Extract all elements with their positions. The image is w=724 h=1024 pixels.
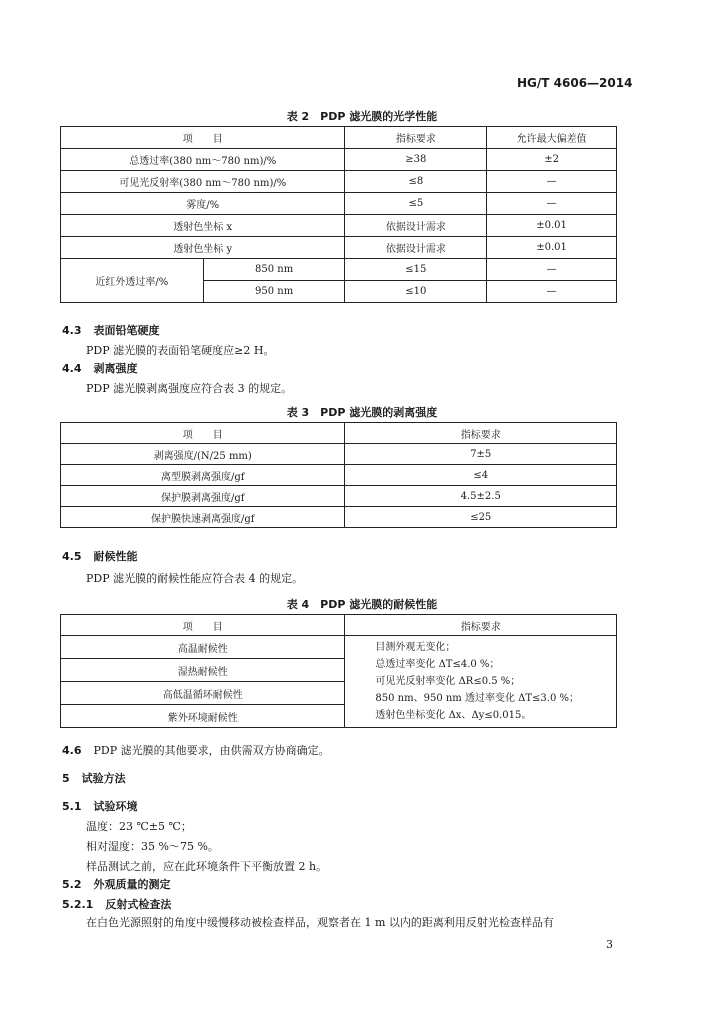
table3-header-req: 指标要求 — [345, 423, 617, 444]
table2-header-req: 指标要求 — [345, 127, 487, 149]
table2-req: 依据设计需求 — [345, 215, 487, 237]
table3-caption: 表 3 PDP 滤光膜的剥离强度 — [286, 406, 438, 419]
section-4-6 — [62, 742, 330, 758]
table2 — [60, 126, 617, 303]
table4-header-req: 指标要求 — [345, 615, 617, 636]
table3-item: 剥离强度/(N/25 mm) — [61, 444, 345, 465]
table4-req-line: 目测外观无变化； — [375, 642, 456, 653]
table2-req: ≤10 — [345, 281, 487, 303]
table2-caption: 表 2 PDP 滤光膜的光学性能 — [286, 110, 438, 123]
table3-header-item: 项 目 — [61, 423, 345, 444]
table2-dev: — — [487, 259, 617, 281]
table2-item: 透射色坐标 y — [61, 237, 345, 259]
section-4-3-heading — [62, 322, 172, 338]
table4-header-row — [61, 615, 617, 636]
table4-item: 高低温循环耐候性 — [61, 682, 345, 705]
table-row — [61, 486, 617, 507]
table-row — [61, 465, 617, 486]
table3 — [60, 422, 617, 528]
table-row — [61, 636, 617, 659]
section-5-2-1-heading — [62, 896, 183, 912]
section-5-2-1-text: 在白色光源照射的角度中缓慢移动被检查样品，观察者在 1 m 以内的距离利用反射光检查样品有 — [86, 916, 554, 929]
table3-req: 7±5 — [345, 444, 617, 465]
table2-dev: — — [487, 281, 617, 303]
section-number: 5 — [62, 772, 70, 785]
section-4-5-heading — [62, 548, 150, 564]
table4-item: 高温耐候性 — [61, 636, 345, 659]
table2-item: 总透过率(380 nm～780 nm)/% — [61, 149, 345, 171]
table-row — [61, 215, 617, 237]
table-row — [61, 507, 617, 528]
table-row — [61, 444, 617, 465]
table2-header-item: 项 目 — [61, 127, 345, 149]
table3-item: 离型膜剥离强度/gf — [61, 465, 345, 486]
table2-header-dev: 允许最大偏差值 — [487, 127, 617, 149]
section-5-1-line: 相对湿度：35 %～75 %。 — [86, 840, 219, 853]
section-title: 耐候性能 — [93, 550, 138, 563]
section-5-1-heading — [62, 798, 150, 814]
table3-item: 保护膜快速剥离强度/gf — [61, 507, 345, 528]
table-row — [61, 149, 617, 171]
table4-item: 紫外环境耐候性 — [61, 705, 345, 728]
table2-dev: — — [487, 193, 617, 215]
table3-header-row — [61, 423, 617, 444]
section-title: 剥离强度 — [93, 362, 138, 375]
table3-req: 4.5±2.5 — [345, 486, 617, 507]
section-title: 试验环境 — [93, 800, 138, 813]
table2-req: ≤8 — [345, 171, 487, 193]
table-row — [61, 259, 617, 281]
table2-dev: — — [487, 171, 617, 193]
table2-dev: ±0.01 — [487, 215, 617, 237]
section-5-1-line: 温度：23 ℃±5 ℃； — [86, 820, 192, 833]
section-4-4-text: PDP 滤光膜剥离强度应符合表 3 的规定。 — [86, 382, 293, 395]
section-title: 外观质量的测定 — [93, 878, 171, 891]
table2-item: 透射色坐标 x — [61, 215, 345, 237]
table4-header-item: 项 目 — [61, 615, 345, 636]
section-4-6-text: PDP 滤光膜的其他要求，由供需双方协商确定。 — [93, 744, 330, 757]
section-4-5-text: PDP 滤光膜的耐候性能应符合表 4 的规定。 — [86, 572, 304, 585]
table2-item: 可见光反射率(380 nm～780 nm)/% — [61, 171, 345, 193]
table4 — [60, 614, 617, 728]
section-title: 试验方法 — [81, 772, 126, 785]
table4-req-line: 850 nm、950 nm 透过率变化 ΔT≤3.0 %； — [375, 693, 579, 704]
table4-req-line: 总透过率变化 ΔT≤4.0 %； — [375, 659, 500, 670]
section-number: 4.4 — [62, 362, 82, 375]
table2-req: 依据设计需求 — [345, 237, 487, 259]
section-title: 表面铅笔硬度 — [93, 324, 160, 337]
section-number: 5.2 — [62, 878, 82, 891]
table4-req-line: 透射色坐标变化 Δx、Δy≤0.015。 — [375, 710, 532, 721]
table-row — [61, 193, 617, 215]
table-row — [61, 237, 617, 259]
table2-req: ≤5 — [345, 193, 487, 215]
table3-item: 保护膜剥离强度/gf — [61, 486, 345, 507]
table4-req-line: 可见光反射率变化 ΔR≤0.5 %； — [375, 676, 521, 687]
section-5-heading — [62, 770, 138, 786]
table2-header-row — [61, 127, 617, 149]
table3-req: ≤25 — [345, 507, 617, 528]
table3-req: ≤4 — [345, 465, 617, 486]
section-4-4-heading — [62, 360, 150, 376]
section-5-2-heading — [62, 876, 183, 892]
table2-nir-wl: 950 nm — [203, 281, 345, 303]
table4-requirements — [345, 636, 617, 728]
table2-dev: ±0.01 — [487, 237, 617, 259]
table2-req: ≥38 — [345, 149, 487, 171]
table4-caption: 表 4 PDP 滤光膜的耐候性能 — [286, 598, 438, 611]
section-number: 4.3 — [62, 324, 82, 337]
section-number: 4.6 — [62, 744, 82, 757]
section-number: 5.2.1 — [62, 898, 94, 911]
table2-nir-label: 近红外透过率/% — [61, 259, 204, 303]
standard-number: HG/T 4606—2014 — [517, 76, 633, 90]
page-number: 3 — [606, 938, 613, 951]
section-number: 4.5 — [62, 550, 82, 563]
section-number: 5.1 — [62, 800, 82, 813]
table2-nir-wl: 850 nm — [203, 259, 345, 281]
table2-req: ≤15 — [345, 259, 487, 281]
section-4-3-text: PDP 滤光膜的表面铅笔硬度应≥2 H。 — [86, 344, 275, 357]
section-5-1-line: 样品测试之前，应在此环境条件下平衡放置 2 h。 — [86, 860, 328, 873]
table2-item: 雾度/% — [61, 193, 345, 215]
section-title: 反射式检查法 — [105, 898, 172, 911]
table-row — [61, 171, 617, 193]
table4-item: 湿热耐候性 — [61, 659, 345, 682]
table2-dev: ±2 — [487, 149, 617, 171]
